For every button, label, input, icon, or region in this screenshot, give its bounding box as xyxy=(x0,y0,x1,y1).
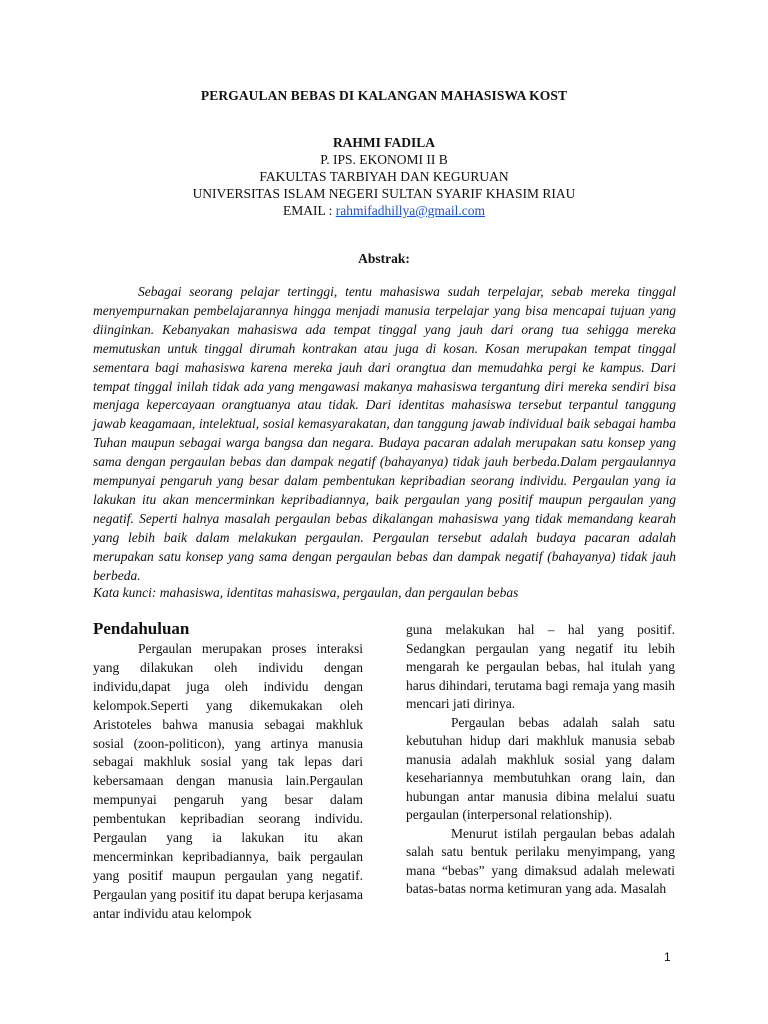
section-heading: Pendahuluan xyxy=(93,619,190,638)
right-column-text-2: Pergaulan bebas adalah salah satu kebutuhan hidup dari makhluk manusia sebab manusia adalah makhluk sosial yang dalam kesehariannya membutuhkan orang lain, dan hubungan antar manusia dibina melalui suatu pergaulan (interpersonal relationship). xyxy=(406,714,675,822)
page-number: 1 xyxy=(664,950,671,964)
abstract-text: Sebagai seorang pelajar tertinggi, tentu mahasiswa sudah terpelajar, sebab mereka tinggal menyempurnakan pembelajarannya hingga menjadi manusia terpelajar yang bisa mencapai tujuan yang diinginkan. Kebanyakan mahasiswa ada tempat tinggal yang jauh dari orang tua sehigga mereka memutuskan untuk tinggal dirumah kontrakan atau juga di kosan. Kosan merupakan tempat tinggal sementara bagi mahasiswa karena mereka jauh dari orangtua dan memudahka pergi ke kampus. Dari tempat tinggal inilah tidak ada yang mengawasi makanya mahasiswa tergantung diri mereka sendiri bisa menjaga kepercayaan orangtuanya atau tidak. Dari identitas mahasiswa tersebut terpantul tanggung jawab keagamaan, intelektual, sosial kemasyarakatan, dan tanggung jawab individual baik sebagai hamba Tuhan maupun sebagai warga bangsa dan negara. Budaya pacaran adalah merupakan satu konsep yang sama dengan pergaulan bebas dan dampak negatif (bahayanya) tidak jauh berbeda.Dalam pergaulannya mempunyai pengaruh yang besar dalam pembentukan kepribadian seorang individu. Pergaulan yang ia lakukan itu akan mencerminkan kepribadiannya, baik pergaulan yang positif maupun pergaulan yang negatif. Seperti halnya masalah pergaulan bebas dikalangan mahasiswa yang tidak memandang kearah yang lebih baik dalam melakukan pergaulan. Pergaulan tersebut adalah budaya pacaran adalah merupakan satu konsep yang sama dengan pergaulan bebas dan dampak negatif (bahayanya) tidak jauh berbeda. xyxy=(93,284,676,583)
left-column-text: Pergaulan merupakan proses interaksi yang dilakukan oleh individu dengan individu,dapat juga oleh individu dengan kelompok.Seperti yang dikemukakan oleh Aristoteles bahwa manusia sebagai makhluk sosial (zoon-politicon), yang artinya manusia sebagai makhluk sosial yang tak lepas dari kebersamaan dengan manusia lain.Pergaulan mempunyai pengaruh yang besar dalam pembentukan kepribadian seorang individu. Pergaulan yang ia lakukan itu akan mencerminkan kepribadiannya, baik pergaulan yang positif maupun pergaulan yang negatif. Pergaulan yang positif itu dapat berupa kerjasama antar individu atau kelompok xyxy=(93,641,363,921)
paper-title: PERGAULAN BEBAS DI KALANGAN MAHASISWA KOST xyxy=(200,88,568,103)
author-name: RAHMI FADILA xyxy=(332,135,436,150)
right-column-paragraph-2 xyxy=(406,714,675,825)
keywords: Kata kunci: mahasiswa, identitas mahasiswa, pergaulan, dan pergaulan bebas xyxy=(93,585,519,600)
author-university: UNIVERSITAS ISLAM NEGERI SULTAN SYARIF KHASIM RIAU xyxy=(192,186,576,201)
author-block xyxy=(0,134,768,219)
right-column-paragraph-1: guna melakukan hal – hal yang positif. Sedangkan pergaulan yang negatif itu lebih mengarah ke pergaulan bebas, hal itulah yang harus dihindari, terutama bagi remaja yang masih mencari jati dirinya. xyxy=(406,622,675,711)
right-column-paragraph-3 xyxy=(406,825,675,899)
author-faculty: FAKULTAS TARBIYAH DAN KEGURUAN xyxy=(259,169,509,184)
email-link[interactable]: rahmifadhillya@gmail.com xyxy=(335,203,485,218)
author-program: P. IPS. EKONOMI II B xyxy=(320,152,448,167)
left-column-paragraph xyxy=(93,640,363,924)
abstract-heading: Abstrak: xyxy=(358,251,410,266)
email-label: EMAIL : xyxy=(282,203,336,218)
right-column xyxy=(406,621,675,899)
author-email-line xyxy=(0,202,768,219)
abstract-paragraph xyxy=(93,283,676,586)
right-column-text-3: Menurut istilah pergaulan bebas adalah salah satu bentuk perilaku menyimpang, yang mana “bebas” yang dimaksud adalah melewati batas-batas norma ketimuran yang ada. Masalah xyxy=(406,825,675,896)
